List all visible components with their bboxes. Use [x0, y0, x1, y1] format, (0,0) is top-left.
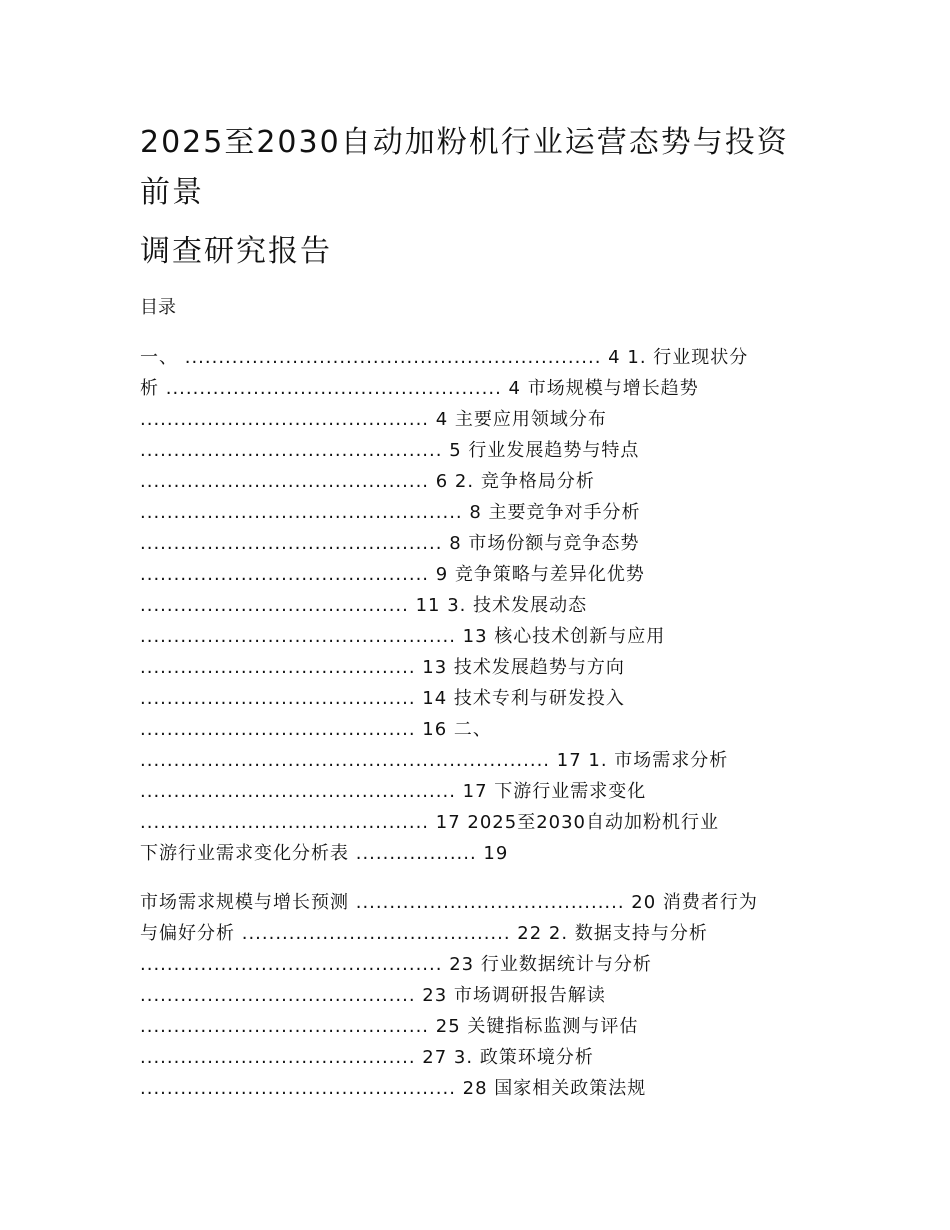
toc-line: 市场需求规模与增长预测 ........................................ 20 消费者行为	[140, 892, 758, 913]
document-subtitle: 调查研究报告	[140, 234, 332, 269]
toc-line: 析 .................................................. 4 市场规模与增长趋势	[140, 378, 699, 399]
toc-line: ............................................. 8 市场份额与竞争态势	[140, 533, 640, 554]
toc-line: ............................................. 5 行业发展趋势与特点	[140, 440, 640, 461]
document-title: 2025至2030自动加粉机行业运营态势与投资前景	[140, 125, 789, 210]
toc-heading: 目录	[140, 297, 176, 318]
toc-line: 与偏好分析 ........................................ 22 2. 数据支持与分析	[140, 923, 708, 944]
table-of-contents	[140, 342, 820, 869]
table-of-contents-continued	[140, 887, 820, 1104]
toc-line: ........................................... 25 关键指标监测与评估	[140, 1016, 639, 1037]
toc-line: ............................................................. 17 1. 市场需求分析	[140, 750, 729, 771]
toc-line: ......................................... 13 技术发展趋势与方向	[140, 657, 625, 678]
toc-line: ......................................... 27 3. 政策环境分析	[140, 1047, 594, 1068]
toc-line: ........................................... 6 2. 竞争格局分析	[140, 471, 595, 492]
toc-line: ............................................. 23 行业数据统计与分析	[140, 954, 652, 975]
toc-line: 一、 .............................................................. 4 1. 行业现状分	[140, 347, 749, 368]
toc-line: ............................................... 17 下游行业需求变化	[140, 781, 647, 802]
toc-line: 下游行业需求变化分析表 .................. 19	[140, 843, 509, 864]
toc-line: ........................................ 11 3. 技术发展动态	[140, 595, 588, 616]
toc-line: ................................................ 8 主要竞争对手分析	[140, 502, 641, 523]
toc-line: ......................................... 23 市场调研报告解读	[140, 985, 606, 1006]
toc-line: ........................................... 9 竞争策略与差异化优势	[140, 564, 645, 585]
toc-line: ........................................... 4 主要应用领域分布	[140, 409, 607, 430]
toc-line: ......................................... 14 技术专利与研发投入	[140, 688, 625, 709]
toc-line: ............................................... 13 核心技术创新与应用	[140, 626, 666, 647]
toc-line: ......................................... 16 二、	[140, 719, 492, 740]
toc-line: ............................................... 28 国家相关政策法规	[140, 1078, 647, 1099]
toc-line: ........................................... 17 2025至2030自动加粉机行业	[140, 812, 719, 833]
